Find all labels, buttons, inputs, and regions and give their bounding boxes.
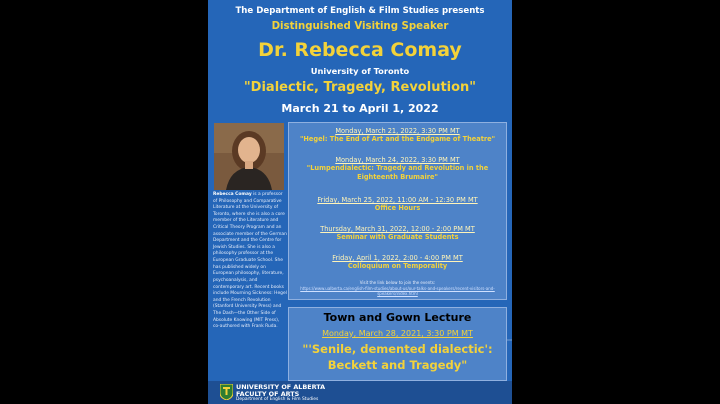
event-item <box>289 156 506 181</box>
lecture-panel <box>288 307 507 381</box>
series-dates: March 21 to April 1, 2022 <box>281 102 439 115</box>
speaker-university: University of Toronto <box>310 66 410 76</box>
speaker-photo <box>214 123 284 190</box>
lecture-title: "'Senile, demented dialectic': Beckett and Tragedy" <box>302 342 493 372</box>
link-intro: Visit the link below to join the events: <box>359 280 436 285</box>
event-title: "Lumpendialectic: Tragedy and Revolution in the Eighteenth Brumaire" <box>306 164 489 181</box>
footer-logo-bar <box>208 381 512 404</box>
event-date: Friday, April 1, 2022, 2:00 - 4:00 PM MT <box>332 254 463 262</box>
series-topic: "Dialectic, Tragedy, Revolution" <box>243 80 477 95</box>
university-crest-icon <box>220 384 233 400</box>
lecture-heading: Town and Gown Lecture <box>323 311 472 324</box>
event-poster <box>208 0 512 404</box>
event-date: Friday, March 25, 2022, 11:00 AM - 12:30 PM MT <box>317 196 478 204</box>
lecture-date: Monday, March 28, 2021, 3:30 PM MT <box>322 329 473 338</box>
footer-department: Department of English & Film Studies <box>236 397 319 402</box>
event-title: Office Hours <box>374 204 421 212</box>
schedule-panel <box>288 122 507 300</box>
bio-name: Rebecca Comay <box>213 192 252 197</box>
event-date: Monday, March 24, 2022, 3:30 PM MT <box>335 156 460 164</box>
event-title: "Hegel: The End of Art and the Endgame of Theatre" <box>299 135 496 143</box>
event-title: Colloquium on Temporality <box>347 262 448 270</box>
footer-faculty: FACULTY OF ARTS <box>236 390 300 398</box>
event-title: Seminar with Graduate Students <box>336 233 459 241</box>
footer-university: UNIVERSITY OF ALBERTA <box>236 383 326 391</box>
presenter-line: The Department of English & Film Studies presents <box>235 6 485 16</box>
series-title: Distinguished Visiting Speaker <box>271 21 449 32</box>
event-item <box>289 196 506 213</box>
event-item <box>289 127 506 144</box>
event-date: Monday, March 21, 2022, 3:30 PM MT <box>335 127 460 135</box>
speaker-bio <box>213 192 287 331</box>
bio-text: is a professor of Philosophy and Comparative Literature at the University of Toronto, where she is also a core member of the Literature and Critical Theory Program and an associate member of the German Department and the Centre for Jewish Studies. She is also a philosophy professor at the European Graduate School. She has published widely on European philosophy, literature, psychoanalysis, and contemporary art. Recent books include Mourning Sickness: Hegel and the French Revolution (Stanford University Press) and The Dash—the Other Side of Absolute Knowing (MIT Press), co-authored with Frank Ruda. <box>213 192 287 330</box>
events-link[interactable]: https://www.ualberta.ca/english-film-studies/about-us/our-talks-and-speakers/recent-visitors-and-speakers/index.html <box>300 286 495 297</box>
event-date: Thursday, March 31, 2022, 12:00 - 2:00 PM MT <box>320 225 475 233</box>
event-item <box>289 225 506 242</box>
speaker-name: Dr. Rebecca Comay <box>258 39 462 61</box>
event-item <box>289 254 506 271</box>
